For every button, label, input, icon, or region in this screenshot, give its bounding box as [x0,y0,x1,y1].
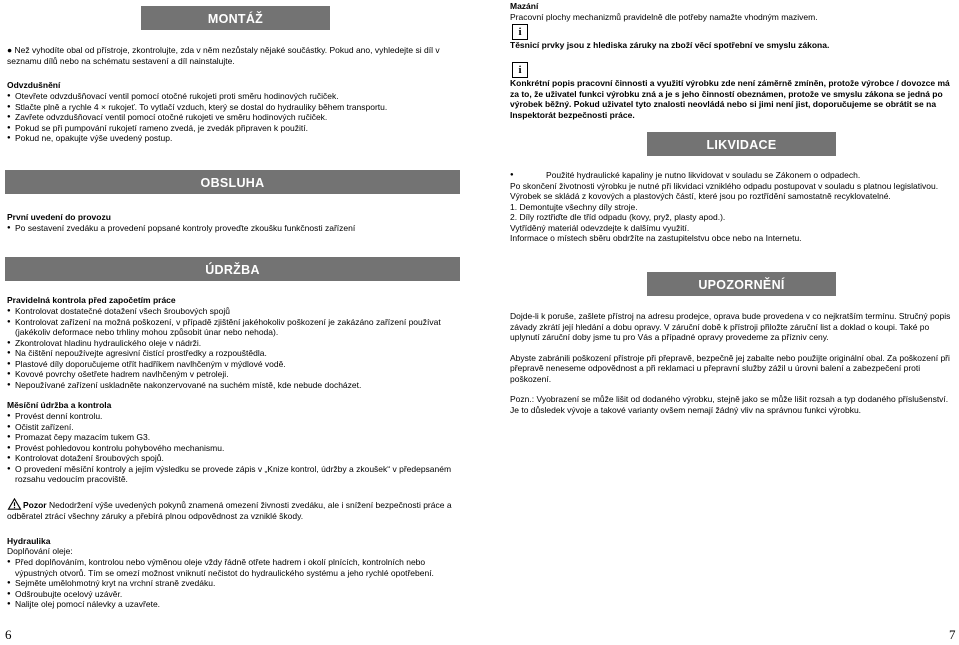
list-item: ● Odšroubujte ocelový uzávěr. [7,589,465,600]
info-icon: i [512,24,528,40]
list-item: ● Promazat čepy mazacím tukem G3. [7,432,465,443]
mazani-text: Pracovní plochy mechanizmů pravidelně dle potřeby namažte vhodným mazivem. [510,12,818,22]
list-item: ● Nepoužívané zařízení uskladněte nakonzervované na suchém místě, kde nebude docházet. [7,380,465,391]
likvidace-banner: LIKVIDACE [647,132,836,156]
list-item: ● Zkontrolovat hladinu hydraulického oleje v nádrži. [7,338,465,349]
info-note-seals: Těsnicí prvky jsou z hlediska záruky na zboží věcí spotřební ve smyslu zákona. [510,40,830,50]
likvidace-p2: Vytříděný materiál odevzdejte k dalšímu využití. [510,222,690,233]
montaz-intro: ● Než vyhodíte obal od přístroje, zkontrolujte, zda v něm nezůstaly nějaké součástky. Pokud ano, vyhledejte si díl v seznamu dílů nebo na schématu sestavení a díl nainstalujte. [7,45,440,66]
list-item: ● Očistit zařízení. [7,422,465,433]
likvidace-section [510,170,958,244]
list-item: ● Kontrolovat dostatečné dotažení všech šroubových spojů [7,306,465,317]
montaz-banner: MONTÁŽ [141,6,330,30]
obsluha-list [7,223,465,234]
upozorneni-section [510,311,958,415]
udrzba-heading: Pravidelná kontrola před započetím práce [7,295,176,305]
list-item: ● Zavřete odvzdušňovací ventil pomocí otočné rukojeti ve směru hodinových ručiček. [7,112,465,123]
monthly-heading: Měsíční údržba a kontrola [7,400,112,410]
likvidace-step2: 2. Díly roztřiďte dle tříd odpadu (kovy, pryž, plasty apod.). [510,212,726,222]
list-item: ● Po sestavení zvedáku a provedení popsané kontroly proveďte zkoušku funkčnosti zařízení [7,223,465,234]
obsluha-banner: OBSLUHA [5,170,460,194]
info-icon: i [512,62,528,78]
monthly-list [7,411,465,485]
warning-note: Pozor Nedodržení výše uvedených pokynů znamená omezení živnosti zvedáku, ale i snížení bezpečnosti práce a odběratel ztrácí všechny záruky a přebírá plnou odpovědnost za vzniklé škody. [7,500,452,521]
list-item: ● Sejměte umělohmotný kryt na vrchní straně zvedáku. [7,578,465,589]
list-item: ● Otevřete odvzdušňovací ventil pomocí otočné rukojeti proti směru hodinových ručiček. [7,91,465,102]
likvidace-bullet: ● Použité hydraulické kapaliny je nutno likvidovat v souladu se Zákonem o odpadech. [510,170,861,180]
info-note-usage: Konkrétní popis pracovní činnosti a využití výrobku zde není záměrně zmíněn, protože výrobce / dovozce má za to, že uživatel funkci výrobku zná a je s jeho činností obeznámen, protože ve smyslu zákona se jedná po výrobek běžný. Pokud uživatel tyto znalosti neovládá nebo si jimi není jist, doporučujeme se obrátit se na Inspektorát bezpečnosti práce. [510,78,950,120]
page-number: 6 [5,627,12,642]
list-item: ● Nalijte olej pomocí nálevky a uzavřete. [7,599,465,610]
list-item: ● Kontrolovat zařízení na možná poškození, v případě zjištění jakéhokoliv poškození je zakázáno zařízení používat (jakékoliv deformace nebo trhliny mohou způsobit únar nebo nehoda). [7,317,465,338]
likvidace-p1: Po skončení životnosti výrobku je nutné při likvidaci vzniklého odpadu postupovat v souladu s platnou legislativou. Výrobek se skládá z kovových a plastových částí, které jsou po roztřídění samostatně recyklovatelné. [510,180,939,201]
upozorneni-banner: UPOZORNĚNÍ [647,272,836,296]
warning-icon [7,498,22,510]
list-item: ● Na čištění nepoužívejte agresivní čistící prostředky a rozpouštědla. [7,348,465,359]
page-number: 7 [949,627,956,642]
udrzba-list [7,306,465,390]
odvzdusneni-list [7,91,465,144]
hydraulika-heading: Hydraulika [7,536,51,546]
list-item: ● Pokud se při pumpování rukojetí rameno zvedá, je zvedák připraven k použití. [7,123,465,134]
upozorneni-p3: Pozn.: Vyobrazení se může lišit od dodaného výrobku, stejně jako se může lišit rozsah a typ dodaného příslušenství. Je to důsledek vývoje a takové varianty ovšem nemají žádný vliv na správnou funkci výrobku. [510,394,949,415]
obsluha-heading: První uvedení do provozu [7,212,111,222]
odvzdusneni-heading: Odvzdušnění [7,80,61,90]
list-item: ● Plastové díly doporučujeme otřít hadříkem navlhčeným v mýdlové vodě. [7,359,465,370]
list-item: ● Stlačte plně a rychle 4 × rukojeť. To vytlačí vzduch, který se dostal do hydrauliky během transportu. [7,102,465,113]
list-item: ● Kovové povrchy ošetřete hadrem navlhčeným v petroleji. [7,369,465,380]
hydraulika-list [7,557,465,610]
list-item: ● Provést denní kontrolu. [7,411,465,422]
list-item: ● O provedení měsíční kontroly a jejím výsledku se provede zápis v „Knize kontrol, údržby a zkoušek“ v předepsaném rozsahu vedoucím pracoviště. [7,464,465,485]
list-item: ● Provést pohledovou kontrolu pohybového mechanismu. [7,443,465,454]
mazani-heading: Mazání [510,1,539,11]
list-item: ● Kontrolovat dotažení šroubových spojů. [7,453,465,464]
list-item: ● Před doplňováním, kontrolou nebo výměnou oleje vždy řádně otřete hadrem i okolí plnících, kontrolních nebo výpustných otvorů. Tím se omezí možnost vniknutí nečistot do hydraulického systému a jeho rychlé opotřebení. [7,557,465,578]
list-item: ● Pokud ne, opakujte výše uvedený postup. [7,133,465,144]
likvidace-p3: Informace o místech sběru obdržíte na zastupitelstvu obce nebo na Internetu. [510,233,802,243]
likvidace-step1: 1. Demontujte všechny díly stroje. [510,201,638,212]
udrzba-banner: ÚDRŽBA [5,257,460,281]
doplneni-label: Doplňování oleje: [7,546,73,556]
upozorneni-p2: Abyste zabránili poškození přístroje při přepravě, bezpečně jej zabalte nebo použijte originální obal. Za poškození při přepravě neneseme odpovědnost a při reklamaci u přepravní služby zážil u úrovni balení a zabezpečení proti poškození. [510,352,950,384]
upozorneni-p1: Dojde-li k poruše, zašlete přístroj na adresu prodejce, oprava bude provedena v co nejkratším termínu. Stručný popis závady zkrátí její hledání a dobu opravy. V záruční době k přístroji přiložte záruční list a doklad o koupi. Také po uplynutí záruční doby jsme tu pro Vás a případné opravy provedeme za přízniv ceny. [510,311,951,342]
